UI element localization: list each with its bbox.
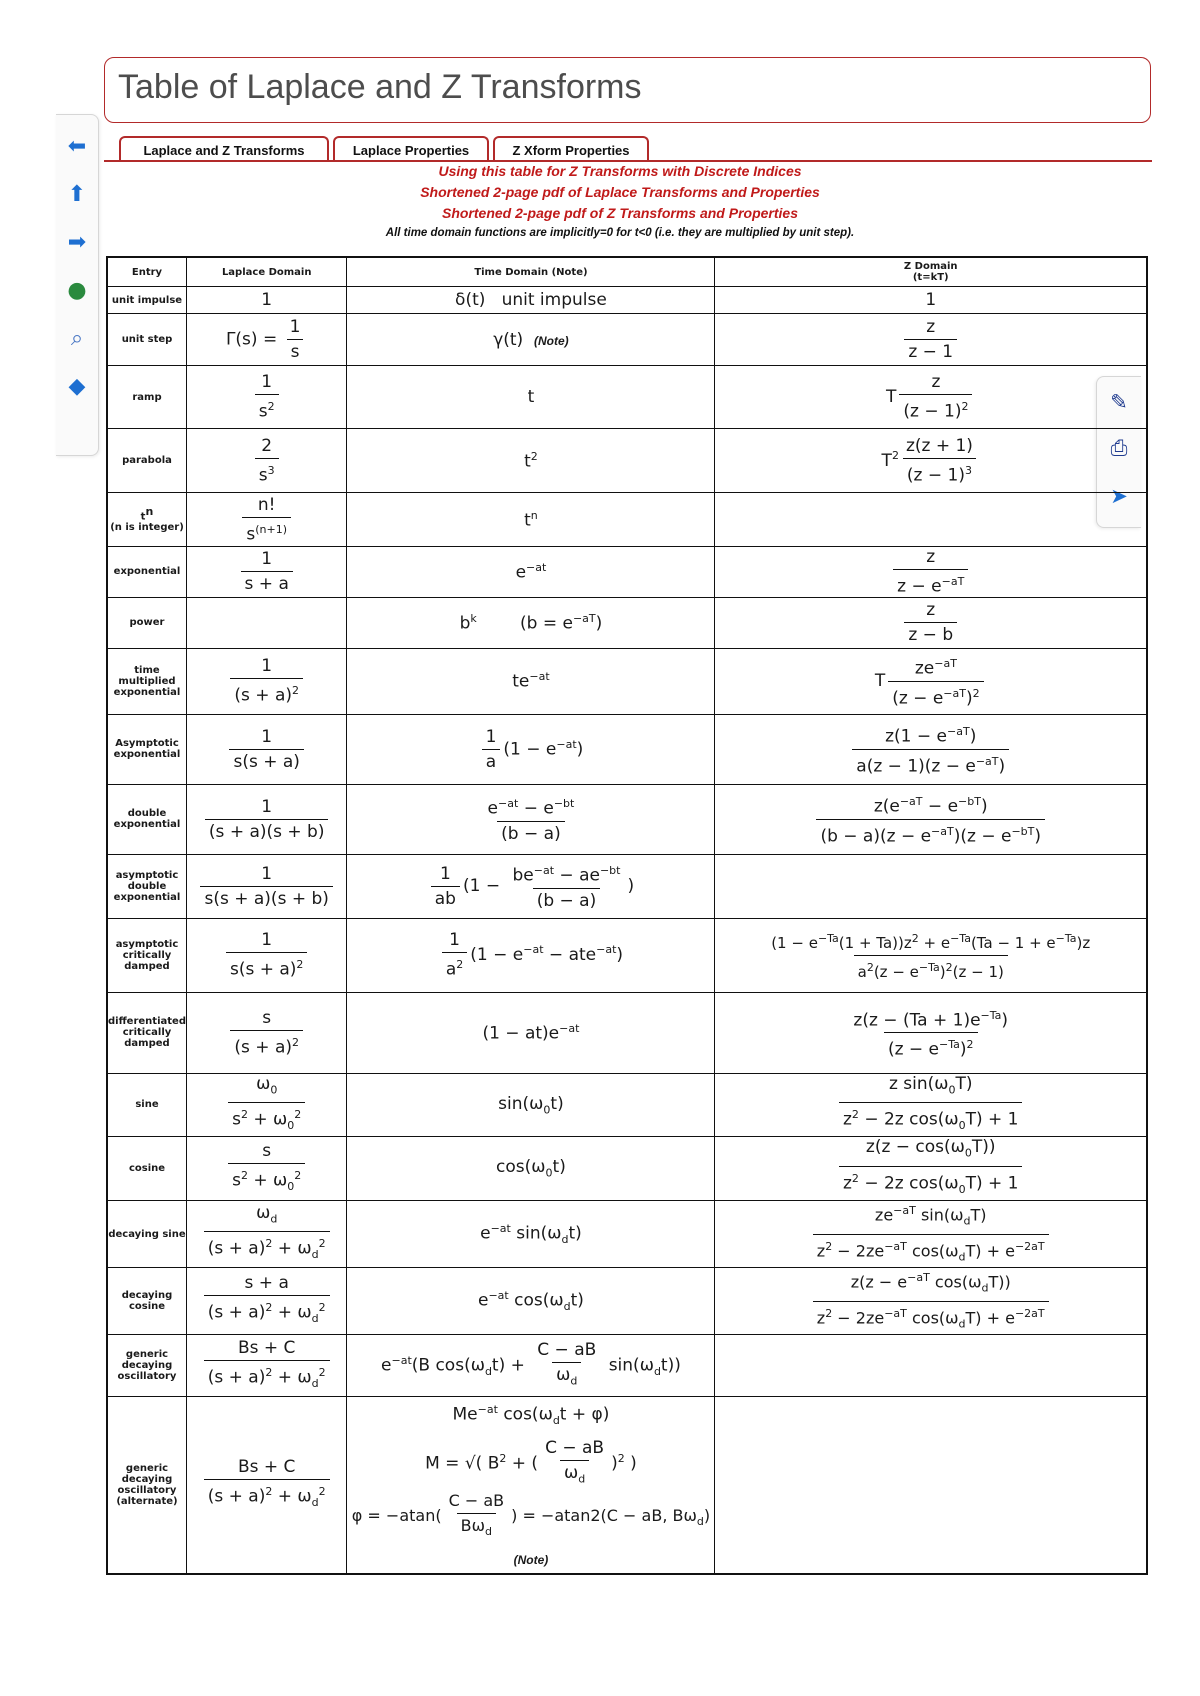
z-cell: $\frac{z \sin(\omega_0T)}{z^2 - 2z \cos(\omega_0T) + 1}$ xyxy=(715,1073,1147,1136)
edit-icon[interactable]: ✎ xyxy=(1110,390,1128,414)
globe-icon[interactable]: ● xyxy=(67,277,87,303)
laplace-cell: $\frac{\omega_d}{(s + a)^2 + \omega_d^2}$ xyxy=(186,1201,346,1268)
time-cell: $(1 - at)e^{-at}$ xyxy=(347,992,715,1073)
entry-cell: asymptotic double exponential xyxy=(107,854,186,918)
table-row xyxy=(107,1268,1147,1335)
entry-cell: power xyxy=(107,597,186,648)
time-cell: $b^k$ $(b = e^{-aT})$ xyxy=(347,597,715,648)
table-row xyxy=(107,648,1147,714)
z-cell xyxy=(715,1397,1147,1574)
table-row xyxy=(107,1137,1147,1201)
time-cell: $\frac{e^{-at} - e^{-bt}}{(b - a)}$ xyxy=(347,784,715,854)
laplace-cell: $\frac{1}{(s + a)^2}$ xyxy=(186,648,346,714)
entry-cell: unit impulse xyxy=(107,287,186,314)
table-row xyxy=(107,597,1147,648)
entry-cell: decaying cosine xyxy=(107,1268,186,1335)
entry-tn-note: (n is integer) xyxy=(110,522,184,534)
z-cell: $\frac{(1 - e^{-Ta}(1 + Ta))z^2 + e^{-Ta}(Ta - 1 + e^{-Ta})z}{a^2(z - e^{-Ta})^2(z - 1)}$ xyxy=(715,918,1147,992)
table-row xyxy=(107,992,1147,1073)
table-row xyxy=(107,366,1147,429)
laplace-cell: $\frac{Bs + C}{(s + a)^2 + \omega_d^2}$ xyxy=(186,1397,346,1574)
z-cell: $\frac{z}{z - 1}$ xyxy=(715,314,1147,366)
laplace-cell: $\frac{1}{s^2}$ xyxy=(186,366,346,429)
link-laplace-pdf[interactable]: Shortened 2-page pdf of Laplace Transforms and Properties xyxy=(420,184,820,200)
page-title: Table of Laplace and Z Transforms xyxy=(118,68,642,106)
entry-cell: generic decaying oscillatory (alternate) xyxy=(107,1397,186,1574)
time-text: unit impulse xyxy=(501,290,607,310)
entry-cell: time multiplied exponential xyxy=(107,648,186,714)
z-cell: $\frac{z(z - (Ta + 1)e^{-Ta})}{(z - e^{-Ta})^2}$ xyxy=(715,992,1147,1073)
table-row xyxy=(107,714,1147,784)
z-cell: $\frac{z(e^{-aT} - e^{-bT})}{(b - a)(z - e^{-aT})(z - e^{-bT})}$ xyxy=(715,784,1147,854)
time-cell: $e^{-at}$ $\cos(\omega_dt)$ xyxy=(347,1268,715,1335)
title-box xyxy=(104,57,1151,123)
z-cell xyxy=(715,493,1147,547)
entry-tn: t xyxy=(140,511,146,523)
z-cell: $\frac{z}{z - b}$ xyxy=(715,597,1147,648)
laplace-cell: $\frac{1}{(s + a)(s + b)}$ xyxy=(186,784,346,854)
link-discrete-indices[interactable]: Using this table for Z Transforms with Discrete Indices xyxy=(438,163,802,179)
entry-cell: exponential xyxy=(107,547,186,598)
table-row xyxy=(107,854,1147,918)
table-row xyxy=(107,314,1147,366)
header-z-sub: (t=kT) xyxy=(912,272,949,283)
entry-cell: unit step xyxy=(107,314,186,366)
tabs-underline xyxy=(104,160,1152,162)
table-row xyxy=(107,429,1147,493)
z-cell: $\frac{z(1 - e^{-aT})}{a(z - 1)(z - e^{-aT})}$ xyxy=(715,714,1147,784)
time-cell: $t^2$ xyxy=(347,429,715,493)
print-icon[interactable]: ⎙ xyxy=(1110,435,1128,460)
entry-cell: cosine xyxy=(107,1137,186,1201)
tab-z-properties[interactable]: Z Xform Properties xyxy=(493,136,649,162)
time-cell: $t^n$ xyxy=(347,493,715,547)
table-row xyxy=(107,1397,1147,1574)
z-cell: $\frac{z(z - e^{-aT} \cos(\omega_dT))}{z^2 - 2ze^{-aT} \cos(\omega_dT) + e^{-2aT}}$ xyxy=(715,1268,1147,1335)
table-row xyxy=(107,918,1147,992)
header-z-label: Z Domain xyxy=(903,261,958,272)
time-cell: $\cos(\omega_0t)$ xyxy=(347,1137,715,1201)
laplace-cell: $\frac{s + a}{(s + a)^2 + \omega_d^2}$ xyxy=(186,1268,346,1335)
laplace-cell: $\frac{Bs + C}{(s + a)^2 + \omega_d^2}$ xyxy=(186,1335,346,1397)
time-cell: δ(t) unit impulse xyxy=(347,287,715,314)
laplace-cell: $\frac{n!}{s^{(n+1)}}$ xyxy=(186,493,346,547)
entry-cell: double exponential xyxy=(107,784,186,854)
laplace-cell: $\frac{s}{(s + a)^2}$ xyxy=(186,992,346,1073)
laplace-cell: 1 xyxy=(186,287,346,314)
time-cell: $Me^{-at}$ $\cos(\omega_dt + \varphi)$ M = √( $B^2$ + ( $\frac{C - aB}{\omega_d}$ )$^2$ ) φ = −atan( $\frac{C - aB}{B\omega_d}$ ) = −atan2(C − aB, $B\omega_d$) (Note) xyxy=(347,1397,715,1574)
z-cell: $\frac{z(z - \cos(\omega_0T))}{z^2 - 2z \cos(\omega_0T) + 1}$ xyxy=(715,1137,1147,1201)
time-cell: $e^{-at}(B$ $\cos(\omega_dt)$ + $\frac{C - aB}{\omega_d}$ $\sin(\omega_dt)$) xyxy=(347,1335,715,1397)
header-laplace: Laplace Domain xyxy=(186,257,346,287)
table-header-row xyxy=(107,257,1147,287)
laplace-cell: $\frac{1}{s + a}$ xyxy=(186,547,346,598)
time-cell: $\sin(\omega_0t)$ xyxy=(347,1073,715,1136)
table-row xyxy=(107,287,1147,314)
search-icon[interactable]: ⌕ xyxy=(70,325,84,351)
header-time: Time Domain (Note) xyxy=(347,257,715,287)
table-row xyxy=(107,493,1147,547)
table-row xyxy=(107,1073,1147,1136)
tab-laplace-and-z[interactable]: Laplace and Z Transforms xyxy=(119,136,329,162)
time-domain-note: All time domain functions are implicitly=0 for t<0 (i.e. they are multiplied by unit step). xyxy=(385,227,855,239)
time-note-link[interactable]: (Note) xyxy=(534,333,569,348)
left-toolbar xyxy=(56,114,99,456)
header-entry: Entry xyxy=(107,257,186,287)
transform-table xyxy=(106,256,1148,1575)
time-cell: $te^{-at}$ xyxy=(347,648,715,714)
table-row xyxy=(107,1201,1147,1268)
entry-cell: sine xyxy=(107,1073,186,1136)
z-cell: 1 xyxy=(715,287,1147,314)
laplace-cell: $\frac{1}{s(s + a)^2}$ xyxy=(186,918,346,992)
laplace-cell: $\frac{1}{s(s + a)}$ xyxy=(186,714,346,784)
laplace-cell: $\frac{1}{s(s + a)(s + b)}$ xyxy=(186,854,346,918)
time-cell: $\frac{1}{ab}$ (1 − $\frac{be^{-at} - ae^{-bt}}{(b - a)}$ ) xyxy=(347,854,715,918)
table-row xyxy=(107,547,1147,598)
diamond-help-icon[interactable]: ◆ xyxy=(68,373,86,399)
laplace-cell: Γ(s) = $\frac{1}{s}$ xyxy=(186,314,346,366)
entry-cell: ramp xyxy=(107,366,186,429)
z-cell: $\frac{z}{z - e^{-aT}}$ xyxy=(715,547,1147,598)
header-z xyxy=(715,257,1147,287)
up-arrow-icon[interactable]: ⬆ xyxy=(67,181,87,207)
entry-cell: generic decaying oscillatory xyxy=(107,1335,186,1397)
table-row xyxy=(107,784,1147,854)
time-cell: $\frac{1}{a^2}$ $(1 - e^{-at} - ate^{-at})$ xyxy=(347,918,715,992)
laplace-cell: $\frac{\omega_0}{s^2 + \omega_0^2}$ xyxy=(186,1073,346,1136)
z-cell: $\frac{ze^{-aT} \sin(\omega_dT)}{z^2 - 2ze^{-aT} \cos(\omega_dT) + e^{-2aT}}$ xyxy=(715,1201,1147,1268)
back-arrow-icon[interactable]: ⬅ xyxy=(67,133,87,159)
z-cell xyxy=(715,1335,1147,1397)
laplace-cell xyxy=(186,597,346,648)
z-cell xyxy=(715,854,1147,918)
link-z-pdf[interactable]: Shortened 2-page pdf of Z Transforms and Properties xyxy=(441,205,798,221)
time-cell: $e^{-at}$ xyxy=(347,547,715,598)
entry-cell: differentiated critically damped xyxy=(107,992,186,1073)
entry-cell: decaying sine xyxy=(107,1201,186,1268)
entry-cell: parabola xyxy=(107,429,186,493)
time-cell: $e^{-at}$ $\sin(\omega_dt)$ xyxy=(347,1201,715,1268)
table-row xyxy=(107,1335,1147,1397)
z-cell: $T^2$ $\frac{z(z + 1)}{(z - 1)^3}$ xyxy=(715,429,1147,493)
forward-arrow-icon[interactable]: ➡ xyxy=(67,229,87,255)
pin-icon[interactable]: ➤ xyxy=(1110,484,1128,508)
time-note-link[interactable]: (Note) xyxy=(513,1553,549,1568)
laplace-cell: $\frac{s}{s^2 + \omega_0^2}$ xyxy=(186,1137,346,1201)
entry-cell: $t^n$ (n is integer) xyxy=(107,493,186,547)
tab-laplace-properties[interactable]: Laplace Properties xyxy=(333,136,489,162)
z-cell: T $\frac{ze^{-aT}}{(z - e^{-aT})^2}$ xyxy=(715,648,1147,714)
time-cell: γ(t) (Note) xyxy=(347,314,715,366)
z-cell: T $\frac{z}{(z - 1)^2}$ xyxy=(715,366,1147,429)
entry-cell: asymptotic critically damped xyxy=(107,918,186,992)
entry-cell: Asymptotic exponential xyxy=(107,714,186,784)
time-cell: t xyxy=(347,366,715,429)
time-cell: $\frac{1}{a}$ $(1 - e^{-at})$ xyxy=(347,714,715,784)
laplace-cell: $\frac{2}{s^3}$ xyxy=(186,429,346,493)
